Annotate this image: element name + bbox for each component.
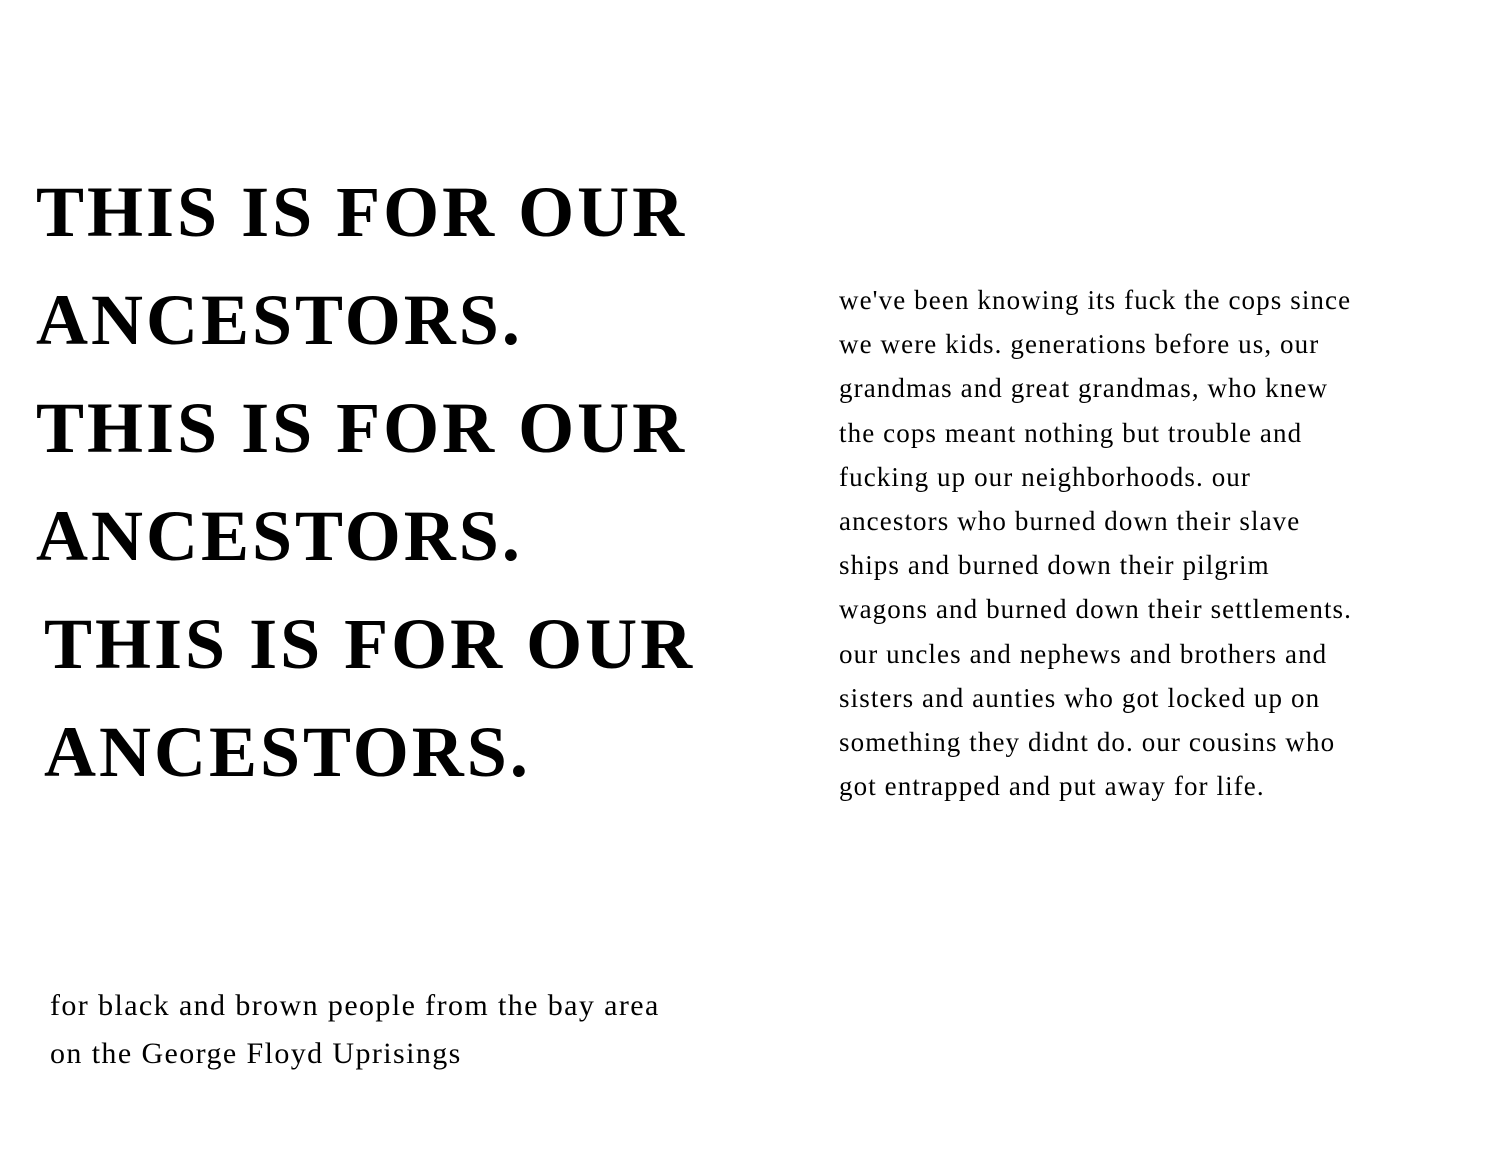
body-line: ancestors who burned down their slave (839, 506, 1301, 537)
body-line: the cops meant nothing but trouble and (839, 417, 1303, 448)
headline-line: ANCESTORS. (36, 280, 523, 360)
body-line: fucking up our neighborhoods. our (839, 461, 1251, 492)
body-line: something they didnt do. our cousins who (839, 727, 1336, 758)
body-line: we were kids. generations before us, our (839, 329, 1320, 360)
body-line: grandmas and great grandmas, who knew (839, 373, 1329, 404)
body-line: ships and burned down their pilgrim (839, 550, 1270, 581)
body-line: got entrapped and put away for life. (839, 771, 1265, 802)
body-paragraph (839, 278, 1479, 808)
body-line: wagons and burned down their settlements. (839, 594, 1352, 625)
headline (36, 158, 696, 806)
caption (50, 982, 660, 1078)
body-line: we've been knowing its fuck the cops since (839, 285, 1352, 315)
headline-line: THIS IS FOR OUR (36, 172, 688, 252)
headline-line: THIS IS FOR OUR (36, 388, 688, 468)
headline-line: ANCESTORS. (44, 712, 531, 792)
caption-line: for black and brown people from the bay area (50, 989, 660, 1022)
body-line: sisters and aunties who got locked up on (839, 682, 1321, 713)
headline-line: ANCESTORS. (36, 496, 523, 576)
body-line: our uncles and nephews and brothers and (839, 638, 1328, 669)
caption-line: on the George Floyd Uprisings (50, 1037, 462, 1070)
headline-line: THIS IS FOR OUR (44, 604, 696, 684)
